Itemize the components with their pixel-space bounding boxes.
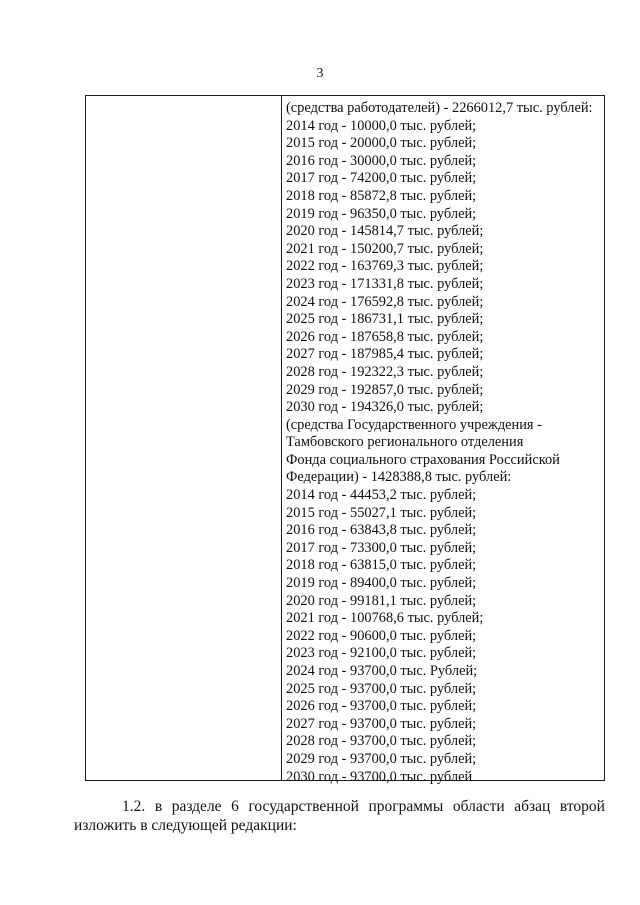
funding-line: 2026 год - 93700,0 тыс. рублей; [286, 698, 477, 715]
funding-line: 2024 год - 93700,0 тыс. Рублей; [286, 663, 478, 679]
funding-line: 2026 год - 187658,8 тыс. рублей; [286, 328, 484, 345]
paragraph-word: 1.2. [122, 798, 146, 815]
funding-line: 2023 год - 92100,0 тыс. рублей; [286, 645, 477, 662]
paragraph-word: 6 [231, 798, 239, 815]
amendment-paragraph [74, 797, 605, 835]
paragraph-word: области [452, 798, 505, 815]
funding-line: 2018 год - 63815,0 тыс. рублей; [286, 557, 477, 574]
funding-line: 2017 год - 73300,0 тыс. рублей; [286, 539, 477, 556]
funding-line: (средства работодателей) - 2266012,7 тыс. рублей: [286, 100, 593, 116]
funding-line: 2022 год - 163769,3 тыс. рублей; [286, 258, 484, 275]
funding-line: 2014 год - 10000,0 тыс. рублей; [286, 117, 477, 134]
funding-line: 2019 год - 96350,0 тыс. рублей; [286, 205, 477, 222]
funding-line: 2030 год - 194326,0 тыс. рублей; [286, 399, 484, 416]
funding-line: 2020 год - 99181,1 тыс. рублей; [286, 592, 477, 609]
paragraph-word: абзац [514, 798, 551, 815]
funding-line: 2014 год - 44453,2 тыс. рублей; [286, 487, 477, 504]
paragraph-word: разделе [171, 798, 222, 815]
funding-line: 2021 год - 150200,7 тыс. рублей; [286, 240, 484, 257]
funding-line: 2020 год - 145814,7 тыс. рублей; [286, 223, 484, 240]
paragraph-word: программы [368, 798, 444, 815]
funding-line: Тамбовского регионального отделения [286, 434, 524, 451]
funding-line: 2024 год - 176592,8 тыс. рублей; [286, 293, 484, 310]
funding-details-cell [286, 100, 602, 786]
funding-line: 2027 год - 187985,4 тыс. рублей; [286, 346, 484, 363]
funding-line: 2015 год - 55027,1 тыс. рублей; [286, 504, 477, 521]
funding-table [85, 95, 605, 785]
funding-line: 2025 год - 93700,0 тыс. рублей; [286, 680, 477, 697]
funding-line: 2029 год - 93700,0 тыс. рублей; [286, 750, 477, 767]
funding-line: 2018 год - 85872,8 тыс. рублей; [286, 187, 477, 204]
funding-line: Федерации) - 1428388,8 тыс. рублей: [286, 469, 512, 486]
paragraph-word: второй [559, 798, 605, 815]
funding-line: 2016 год - 30000,0 тыс. рублей; [286, 152, 477, 169]
funding-line: 2028 год - 93700,0 тыс. рублей; [286, 733, 477, 750]
paragraph-line-2: изложить в следующей редакции: [74, 817, 297, 834]
funding-line: 2021 год - 100768,6 тыс. рублей; [286, 610, 484, 627]
funding-line: 2029 год - 192857,0 тыс. рублей; [286, 381, 484, 398]
funding-line: 2022 год - 90600,0 тыс. рублей; [286, 627, 477, 644]
table-column-divider [281, 96, 282, 780]
funding-line: 2027 год - 93700,0 тыс. рублей; [286, 715, 477, 732]
funding-line: 2030 год - 93700,0 тыс. рублей [286, 768, 473, 785]
funding-line: 2025 год - 186731,1 тыс. рублей; [286, 311, 484, 328]
funding-line: 2023 год - 171331,8 тыс. рублей; [286, 275, 484, 292]
page-number: 3 [316, 66, 324, 81]
paragraph-word: в [154, 798, 163, 815]
funding-line: 2015 год - 20000,0 тыс. рублей; [286, 135, 477, 152]
paragraph-line-1 [74, 797, 605, 816]
paragraph-word: государственной [248, 798, 359, 815]
funding-line: (средства Государственного учреждения - [286, 416, 542, 433]
funding-line: 2017 год - 74200,0 тыс. рублей; [286, 170, 477, 187]
funding-line: Фонда социального страхования Российской [286, 451, 560, 468]
funding-line: 2028 год - 192322,3 тыс. рублей; [286, 363, 484, 380]
funding-line: 2019 год - 89400,0 тыс. рублей; [286, 575, 477, 592]
funding-line: 2016 год - 63843,8 тыс. рублей; [286, 522, 477, 539]
